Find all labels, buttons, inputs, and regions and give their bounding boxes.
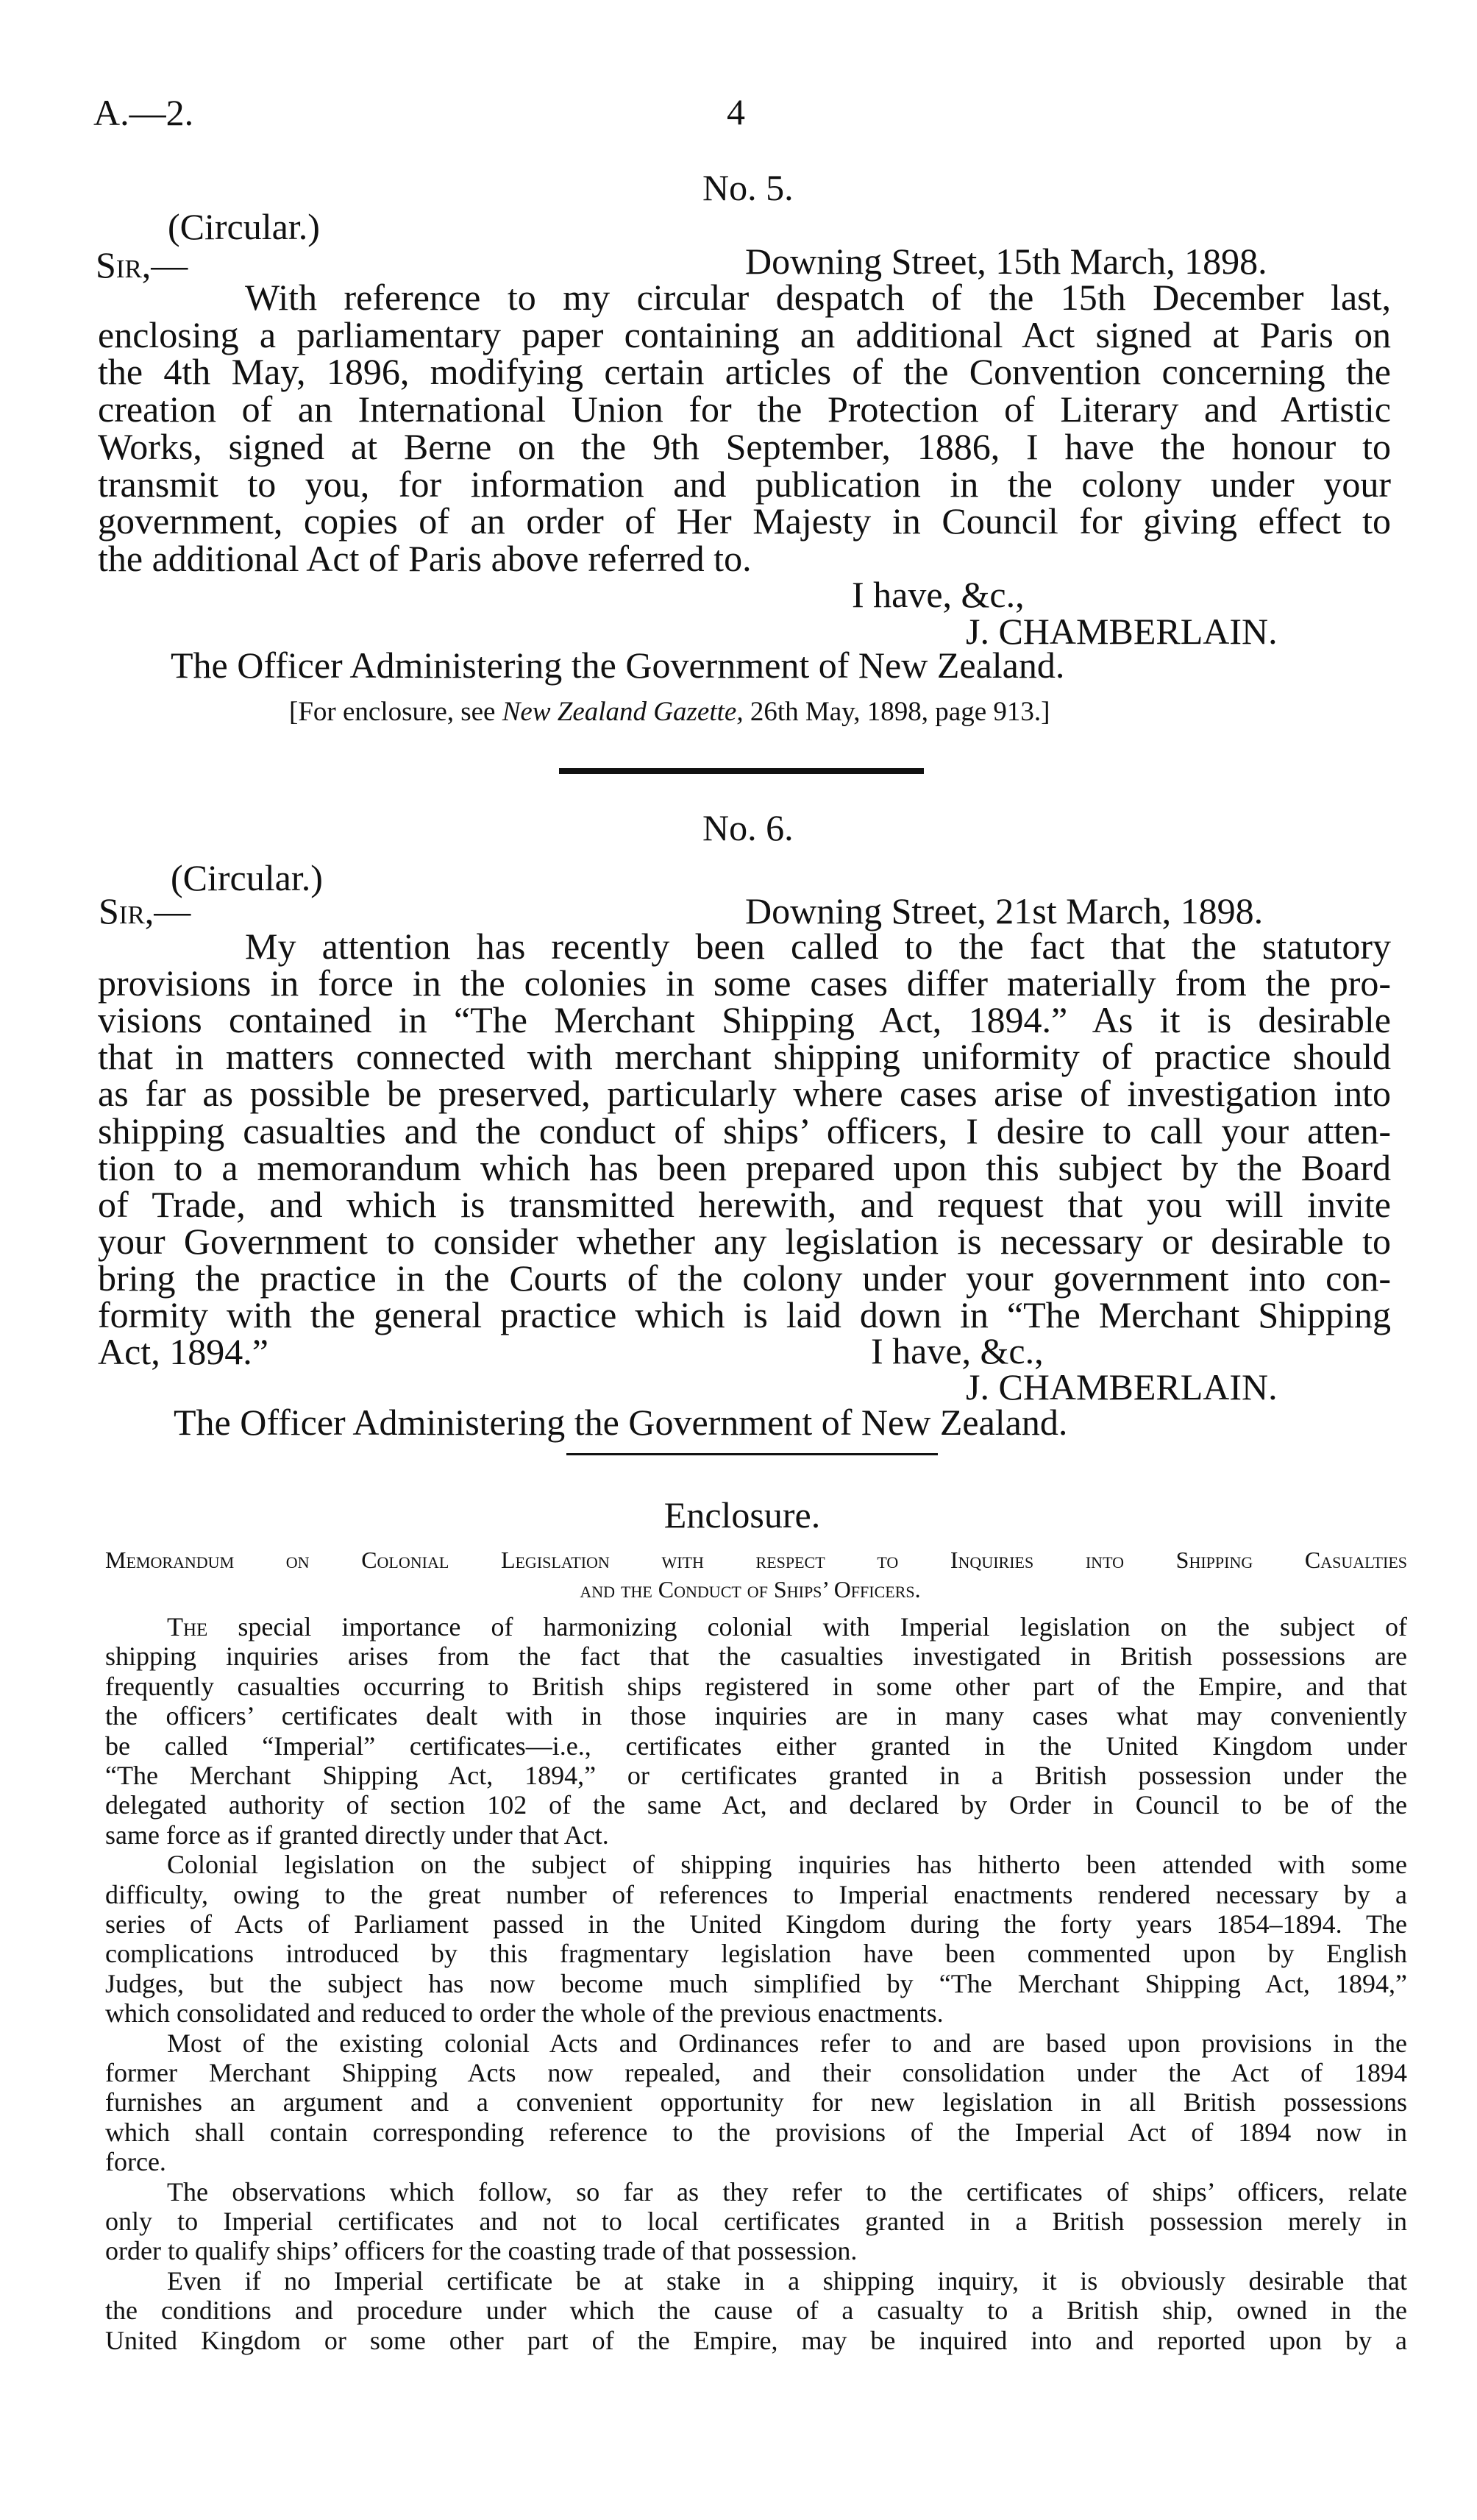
body-line: Works, signed at Berne on the 9th September, 1886, I have the honour to: [98, 425, 1391, 467]
memorandum-line: the officers’ certificates dealt with in those inquiries are in many cases what may conveniently: [105, 1701, 1407, 1731]
memorandum-line: former Merchant Shipping Acts now repealed, and their consolidation under the Act of 1894: [105, 2058, 1407, 2087]
enclosure-note: [289, 698, 1050, 727]
body-line: My attention has recently been called to the fact that the statutory: [245, 926, 1391, 967]
body-line: bring the practice in the Courts of the colony under your government into con-: [98, 1257, 1391, 1299]
memorandum-line: Judges, but the subject has now become much simplified by “The Merchant Shipping Act, 1894,”: [105, 1968, 1407, 1998]
memorandum-line: the conditions and procedure under which the cause of a casualty to a British ship, owned in the: [105, 2296, 1407, 2326]
body-line: the 4th May, 1896, modifying certain articles of the Convention concerning the: [98, 351, 1391, 393]
memorandum-line: force.: [105, 2147, 166, 2177]
memorandum-line: frequently casualties occurring to British ships registered in some other part of the Empire, and that: [105, 1671, 1407, 1701]
body-line: transmit to you, for information and publication in the colony under your: [98, 463, 1391, 505]
addressee: The Officer Administering the Government of New Zealand.: [174, 1402, 1068, 1443]
body-line: of Trade, and which is transmitted herewith, and request that you will invite: [98, 1183, 1391, 1225]
body-line: tion to a memorandum which has been prepared upon this subject by the Board: [98, 1146, 1391, 1188]
lead-word: The: [167, 1612, 208, 1641]
enclosure-note-suffix: 26th May, 1898, page 913.]: [743, 697, 1050, 727]
memorandum-line: The observations which follow, so far as they refer to the certificates of ships’ officers, relate: [167, 2176, 1407, 2207]
memorandum-line: shipping inquiries arises from the fact that the casualties investigated in British possessions are: [105, 1641, 1407, 1672]
body-line: formity with the general practice which is laid down in “The Merchant Shipping: [98, 1294, 1391, 1335]
memorandum-line: furnishes an argument and a convenient opportunity for new legislation in all British possessions: [105, 2087, 1407, 2118]
series-reference: A.—2.: [93, 92, 194, 133]
circular-label: (Circular.): [168, 206, 320, 247]
section-divider-thick: [559, 768, 924, 774]
body-line: the additional Act of Paris above referred to.: [98, 537, 752, 579]
memorandum-line: Even if no Imperial certificate be at stake in a shipping inquiry, it is obviously desirable that: [167, 2265, 1407, 2296]
memorandum-line: The special importance of harmonizing colonial with Imperial legislation on the subject of: [167, 1612, 1407, 1641]
body-line: enclosing a parliamentary paper containing an additional Act signed at Paris on: [98, 313, 1391, 355]
memorandum-line: Most of the existing colonial Acts and Ordinances refer to and are based upon provisions in the: [167, 2028, 1407, 2058]
addressee: The Officer Administering the Government of New Zealand.: [171, 645, 1065, 686]
memorandum-line: same force as if granted directly under that Act.: [105, 1820, 609, 1850]
body-line: With reference to my circular despatch of the 15th December last,: [245, 277, 1391, 318]
memorandum-line: order to qualify ships’ officers for the coasting trade of that possession.: [105, 2236, 858, 2266]
body-line: as far as possible be preserved, particularly where cases arise of investigation into: [98, 1073, 1391, 1115]
salutation: Sir,—: [96, 244, 188, 285]
enclosure-title: Enclosure.: [663, 1494, 821, 1536]
memorandum-line: which consolidated and reduced to order the whole of the previous enactments.: [105, 1998, 944, 2029]
memorandum-heading-line-1: Memorandum on Colonial Legislation with respect to Inquiries into Shipping Casualties: [105, 1547, 1407, 1573]
signature: J. CHAMBERLAIN.: [966, 611, 1278, 652]
section-divider-thin: [566, 1453, 938, 1455]
letter-number: No. 6.: [702, 807, 794, 848]
page-number: 4: [727, 91, 745, 132]
memorandum-line: United Kingdom or some other part of the Empire, may be inquired into and reported upon by a: [105, 2325, 1407, 2355]
letter-date: Downing Street, 21st March, 1898.: [745, 890, 1264, 931]
signature: J. CHAMBERLAIN.: [966, 1366, 1278, 1408]
body-line: shipping casualties and the conduct of ships’ officers, I desire to call your atten-: [98, 1110, 1391, 1151]
body-line: government, copies of an order of Her Majesty in Council for giving effect to: [98, 500, 1391, 542]
salutation: Sir,—: [99, 890, 191, 931]
body-line: visions contained in “The Merchant Shipping Act, 1894.” As it is desirable: [98, 999, 1391, 1041]
closing: I have, &c.,: [871, 1330, 1044, 1371]
enclosure-note-prefix: [For enclosure, see: [289, 697, 502, 727]
memorandum-line: Colonial legislation on the subject of shipping inquiries has hitherto been attended with some: [167, 1850, 1407, 1880]
memorandum-line: only to Imperial certificates and not to local certificates granted in a British possession merely in: [105, 2207, 1407, 2236]
gazette-title: New Zealand Gazette,: [502, 697, 744, 727]
body-line: creation of an International Union for the Protection of Literary and Artistic: [98, 388, 1391, 430]
body-line: provisions in force in the colonies in some cases differ materially from the pro-: [98, 962, 1391, 1004]
body-line: your Government to consider whether any legislation is necessary or desirable to: [98, 1220, 1391, 1262]
body-line: that in matters connected with merchant shipping uniformity of practice should: [98, 1036, 1391, 1078]
letter-number: No. 5.: [702, 167, 794, 208]
memorandum-line: series of Acts of Parliament passed in the United Kingdom during the forty years 1854–1894. The: [105, 1909, 1407, 1939]
letter-date: Downing Street, 15th March, 1898.: [745, 241, 1267, 282]
memorandum-line: which shall contain corresponding reference to the provisions of the Imperial Act of 1894 now in: [105, 2117, 1407, 2147]
memorandum-heading-line-2: and the Conduct of Ships’ Officers.: [580, 1576, 921, 1602]
closing: I have, &c.,: [852, 574, 1025, 615]
memorandum-line: be called “Imperial” certificates—i.e., certificates either granted in the United Kingdom under: [105, 1731, 1407, 1761]
memorandum-line: difficulty, owing to the great number of references to Imperial enactments rendered necessary by a: [105, 1879, 1407, 1909]
memorandum-line: delegated authority of section 102 of the same Act, and declared by Order in Council to be of the: [105, 1790, 1407, 1820]
memorandum-line: complications introduced by this fragmentary legislation have been commented upon by English: [105, 1939, 1407, 1969]
body-line: Act, 1894.”: [98, 1331, 268, 1373]
memorandum-line: “The Merchant Shipping Act, 1894,” or certificates granted in a British possession under the: [105, 1761, 1407, 1790]
circular-label: (Circular.): [171, 857, 323, 898]
